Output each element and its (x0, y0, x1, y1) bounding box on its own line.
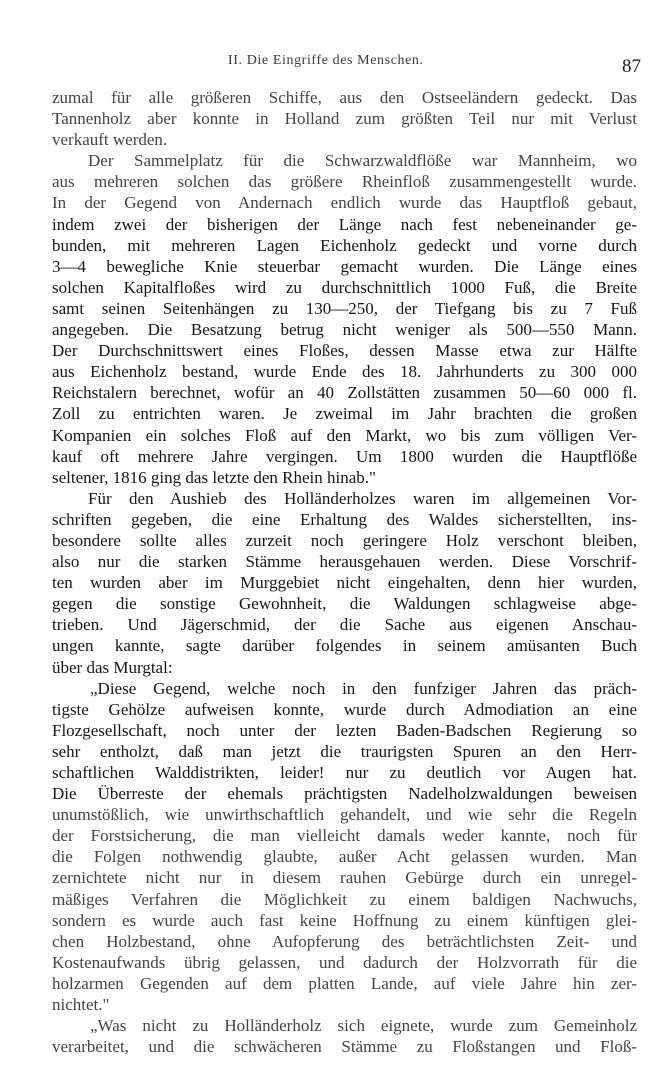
quote-line: sehr entholzt, daß man jetzt die traurigsten Spuren an den Herr- (52, 741, 637, 761)
text-line: Der Sammelplatz für die Schwarzwaldflöße war Mannheim, wo (88, 151, 637, 171)
quote-line: schaftlichen Walddistrikten, leider! nur zu deutlich vor Augen hat. (52, 763, 637, 782)
quote-line: sondern es wurde auch fast keine Hoffnung zu einem künftigen glei- (52, 910, 637, 930)
text-line: verarbeitet, und die schwächeren Stämme zu Floßstangen und Floß- (52, 1037, 637, 1057)
quote-line: nichtet." (52, 995, 110, 1015)
text-line: 3—4 bewegliche Knie steuerbar gemacht wurden. Die Länge eines (52, 256, 637, 276)
text-line: aus Eichenholz bestand, wurde Ende des 18. Jahrhunderts zu 300 000 (52, 362, 637, 382)
text-line: „Was nicht zu Holländerholz sich eignete, wurde zum Gemeinholz (90, 1016, 637, 1036)
quote-line: Flozgesellschaft, noch unter der lezten Baden-Badschen Regierung so (52, 720, 637, 740)
quote-line: der Forstsicherung, die man vielleicht damals weder kannte, noch für (52, 826, 637, 846)
quote-line: holzarmen Gegenden auf dem platten Lande, auf viele Jahre hin zer- (52, 973, 637, 993)
text-line: also nur die starken Stämme herausgehauen werden. Diese Vorschrif- (52, 552, 637, 572)
quote-line: „Diese Gegend, welche noch in den funfziger Jahren das präch- (90, 678, 637, 698)
quote-line: chen Holzbestand, ohne Aufopferung des beträchtlichsten Zeit- und (52, 931, 637, 951)
quote-line: Kostenaufwands übrig gelassen, und dadurch der Holzvorrath für die (52, 952, 637, 972)
quote-line: zernichtete nicht nur in diesem rauhen Gebürge durch ein unregel- (52, 868, 637, 888)
text-line: Zoll zu entrichten waren. Je zweimal im Jahr brachten die großen (52, 404, 637, 424)
text-line: seltener, 1816 ging das letzte den Rhein hinab." (52, 467, 376, 487)
page-number: 87 (622, 56, 641, 77)
running-header: II. Die Eingriffe des Menschen. (228, 53, 424, 68)
text-line: angegeben. Die Besatzung betrug nicht weniger als 500—550 Mann. (52, 320, 637, 340)
text-line: Tannenholz aber konnte in Holland zum größten Teil nur mit Verlust (52, 109, 637, 129)
text-line: Reichstalern berechnet, wofür an 40 Zollstätten zusammen 50—60 000 fl. (52, 383, 637, 403)
text-line: schriften gegeben, die eine Erhaltung des Waldes sicherstellten, ins- (52, 509, 637, 529)
text-line: ten wurden aber im Murggebiet nicht eingehalten, denn hier wurden, (52, 573, 637, 593)
text-line: samt seinen Seitenhängen zu 130—250, der Tiefgang bis zu 7 Fuß (52, 298, 637, 318)
quote-line: unumstößlich, wie unwirthschaftlich gehandelt, und wie sehr die Regeln (52, 805, 637, 825)
text-line: über das Murgtal: (52, 657, 173, 677)
text-line: gegen die sonstige Gewohnheit, die Waldungen schlagweise abge- (52, 594, 637, 614)
text-line: Der Durchschnittswert eines Floßes, dessen Masse etwa zur Hälfte (52, 341, 637, 361)
text-line: trieben. Und Jägerschmid, der die Sache aus eigenen Anschau- (52, 615, 637, 635)
text-line: besondere sollte alles zurzeit noch geringere Holz verschont bleiben, (52, 530, 637, 550)
text-line: indem zwei der bisherigen der Länge nach fest nebeneinander ge- (52, 214, 637, 234)
text-line: Für den Aushieb des Holländerholzes waren im allgemeinen Vor- (88, 488, 637, 508)
quote-line: die Folgen nothwendig glaubte, außer Acht gelassen wurden. Man (52, 847, 637, 867)
quote-line: Die Überreste der ehemals prächtigsten Nadelholzwaldungen beweisen (52, 784, 637, 804)
text-line: In der Gegend von Andernach endlich wurde das Hauptfloß gebaut, (52, 193, 637, 213)
body-text (52, 87, 637, 1057)
text-line: kauf oft mehrere Jahre vergingen. Um 1800 wurden die Hauptflöße (52, 446, 637, 466)
text-line: Kompanien ein solches Floß auf den Markt, wo bis zum völligen Ver- (52, 425, 637, 445)
quote-line: tigste Gehölze aufweisen konnte, wurde durch Admodiation an eine (52, 699, 637, 719)
text-line: solchen Kapitalfloßes wird zu durchschnittlich 1000 Fuß, die Breite (52, 277, 637, 297)
text-line: ungen kannte, sagte darüber folgendes in seinem amüsanten Buch (52, 636, 637, 656)
text-line: aus mehreren solchen das größere Rheinfloß zusammengestellt wurde. (52, 172, 637, 192)
text-line: zumal für alle größeren Schiffe, aus den Ostseeländern gedeckt. Das (52, 88, 637, 107)
text-line: bunden, mit mehreren Lagen Eichenholz gedeckt und vorne durch (52, 235, 637, 255)
text-line: verkauft werden. (52, 130, 168, 150)
quote-line: mäßiges Verfahren die Möglichkeit zu einem baldigen Nachwuchs, (52, 889, 637, 909)
